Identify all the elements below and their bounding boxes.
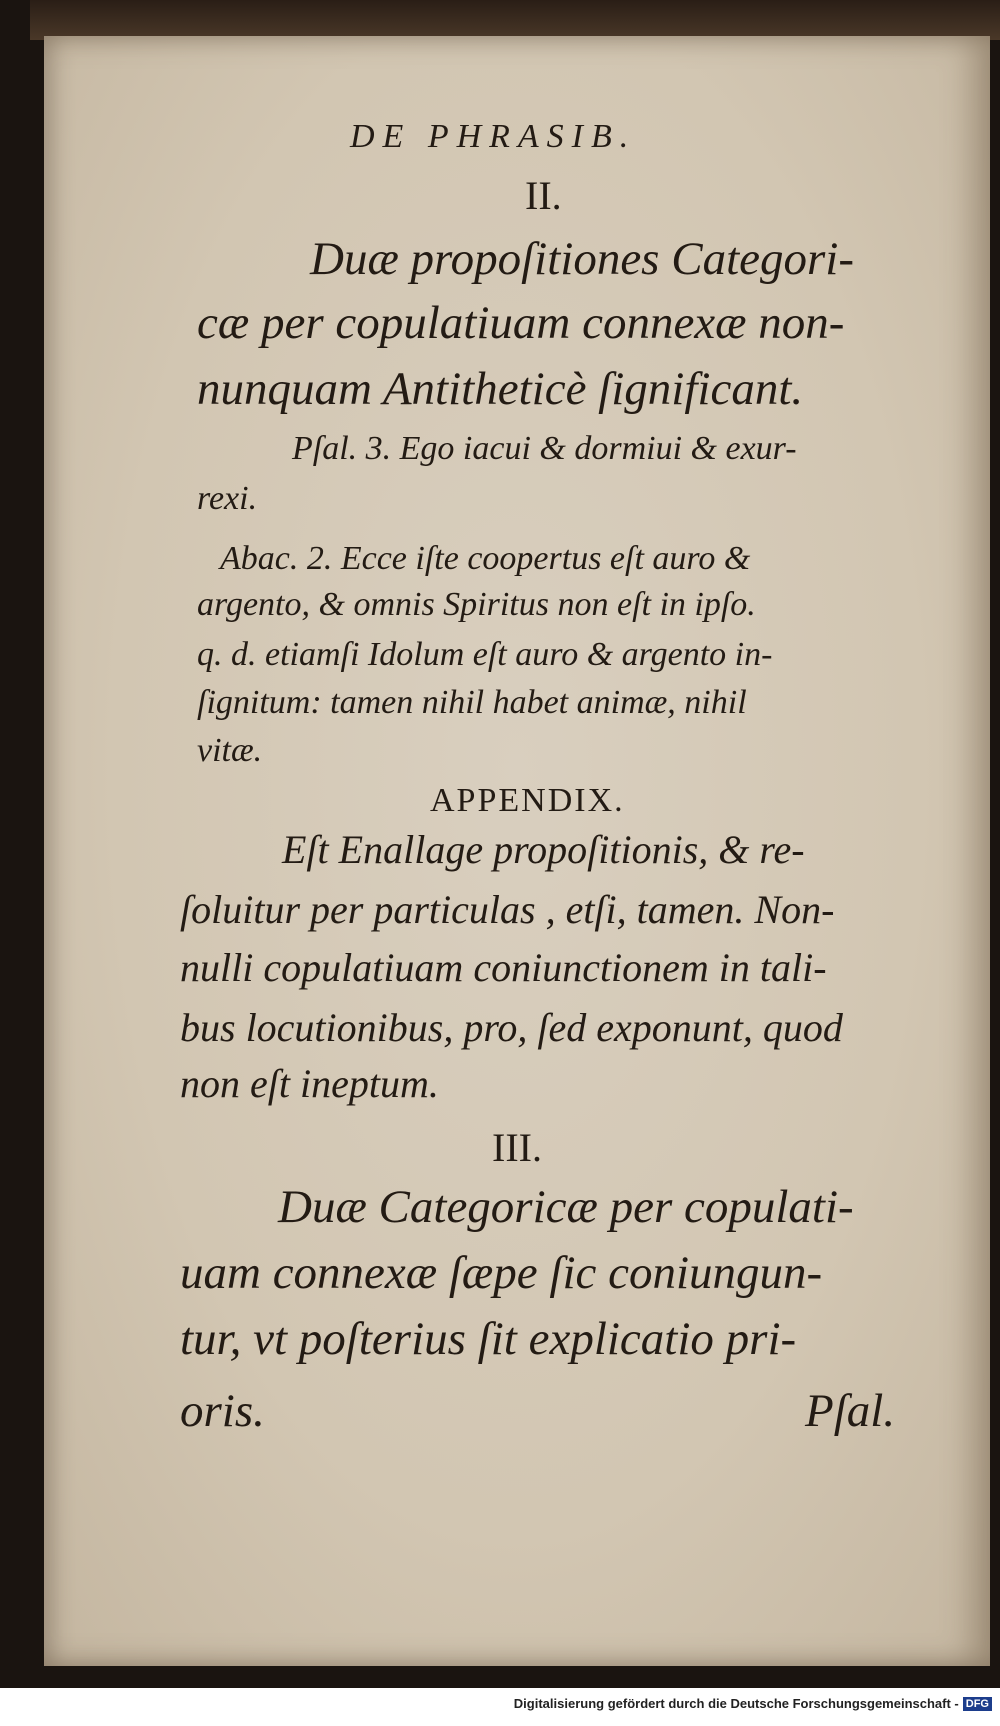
rule-line: oris.: [180, 1385, 265, 1437]
example-line: Abac. 2. Ecce iſte coopertus eſt auro &: [220, 540, 751, 577]
example-line: Pſal. 3. Ego iacui & dormiui & exur-: [292, 430, 797, 467]
appendix-line: ſoluitur per particulas , etſi, tamen. Non-: [180, 887, 835, 932]
rule-line: uam connexæ ſæpe ſic coniungun-: [180, 1247, 823, 1299]
dfg-logo: DFG: [963, 1697, 992, 1711]
catchword: Pſal.: [805, 1385, 896, 1437]
appendix-line: nulli copulatiuam coniunctionem in tali-: [180, 945, 827, 990]
appendix-title: APPENDIX.: [430, 782, 625, 819]
appendix-line: non eſt ineptum.: [180, 1061, 439, 1106]
book-edge: [30, 0, 1000, 40]
rule-line: nunquam Antitheticè ſignificant.: [197, 363, 804, 415]
example-line: argento, & omnis Spiritus non eſt in ipſo.: [197, 586, 756, 623]
rule-line: tur, vt poſterius ſit explicatio pri-: [180, 1313, 797, 1365]
rule-line: Duæ propoſitiones Categori-: [310, 233, 854, 285]
example-line: vitæ.: [197, 732, 263, 769]
running-head: DE PHRASIB.: [350, 118, 637, 155]
appendix-line: bus locutionibus, pro, ſed exponunt, quod: [180, 1005, 843, 1050]
example-line: q. d. etiamſi Idolum eſt auro & argento in-: [197, 636, 773, 673]
appendix-line: Eſt Enallage propoſitionis, & re-: [282, 827, 805, 872]
example-line: rexi.: [197, 480, 258, 517]
footer-credit: [514, 1696, 992, 1711]
footer-credit-text: Digitalisierung gefördert durch die Deutsche Forschungsgemeinschaft -: [513, 1696, 959, 1711]
section-number-3: III.: [492, 1125, 542, 1170]
rule-line: Duæ Categoricæ per copulati-: [278, 1181, 854, 1233]
rule-line: cæ per copulatiuam connexæ non-: [197, 297, 845, 349]
section-number-2: II.: [525, 173, 562, 218]
example-line: ſignitum: tamen nihil habet animæ, nihil: [197, 684, 747, 721]
